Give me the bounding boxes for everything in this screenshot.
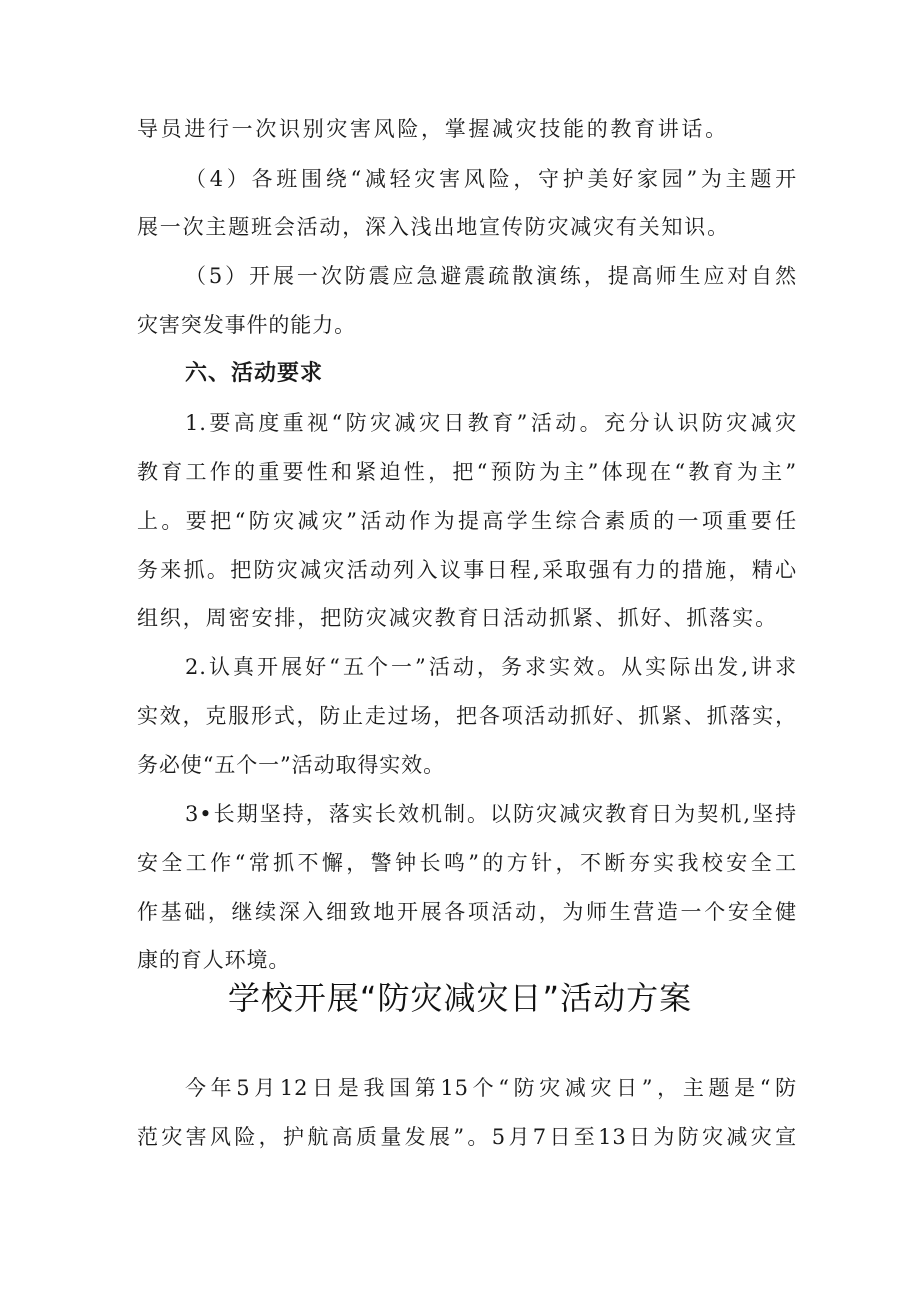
paragraph-line: （5）开展一次防震应急避震疏散演练，提高师生应对自然 [185, 264, 797, 288]
paragraph-line: 灾害突发事件的能力。 [137, 313, 356, 337]
paragraph-line: 务必使“五个一”活动取得实效。 [137, 753, 445, 777]
section-heading: 六、活动要求 [185, 361, 324, 386]
paragraph-line: 教育工作的重要性和紧迫性，把“预防为主”体现在“教育为主” [137, 460, 797, 484]
paragraph-line: 1.要高度重视“防灾减灾日教育”活动。充分认识防灾减灾 [185, 411, 797, 435]
paragraph-line: 安全工作“常抓不懈，警钟长鸣”的方针，不断夯实我校安全工 [137, 851, 797, 875]
paragraph-line: 导员进行一次识别灾害风险，掌握减灾技能的教育讲话。 [137, 117, 727, 141]
document-title: 学校开展“防灾减灾日”活动方案 [227, 979, 693, 1017]
paragraph-line: 康的育人环境。 [137, 948, 291, 972]
paragraph-line: 组织，周密安排，把防灾减灾教育日活动抓紧、抓好、抓落实。 [137, 606, 777, 630]
paragraph-line: 展一次主题班会活动，深入浅出地宣传防灾减灾有关知识。 [137, 215, 729, 239]
paragraph-line: 上。要把“防灾减灾”活动作为提高学生综合素质的一项重要任 [137, 509, 797, 533]
paragraph-line: 范灾害风险，护航高质量发展”。5月7日至13日为防灾减灾宣 [137, 1125, 797, 1149]
paragraph-line: 3•长期坚持，落实长效机制。以防灾减灾教育日为契机,坚持 [185, 802, 797, 826]
paragraph-line: 2.认真开展好“五个一”活动，务求实效。从实际出发,讲求 [185, 655, 797, 679]
paragraph-line: 作基础，继续深入细致地开展各项活动，为师生营造一个安全健 [137, 900, 797, 924]
paragraph-line: 实效，克服形式，防止走过场，把各项活动抓好、抓紧、抓落实， [137, 704, 797, 728]
paragraph-line: 今年5月12日是我国第15个“防灾减灾日”，主题是“防 [185, 1076, 797, 1100]
paragraph-line: 务来抓。把防灾减灾活动列入议事日程,采取强有力的措施，精心 [137, 558, 797, 582]
paragraph-line: （4）各班围绕“减轻灾害风险，守护美好家园”为主题开 [185, 167, 797, 191]
